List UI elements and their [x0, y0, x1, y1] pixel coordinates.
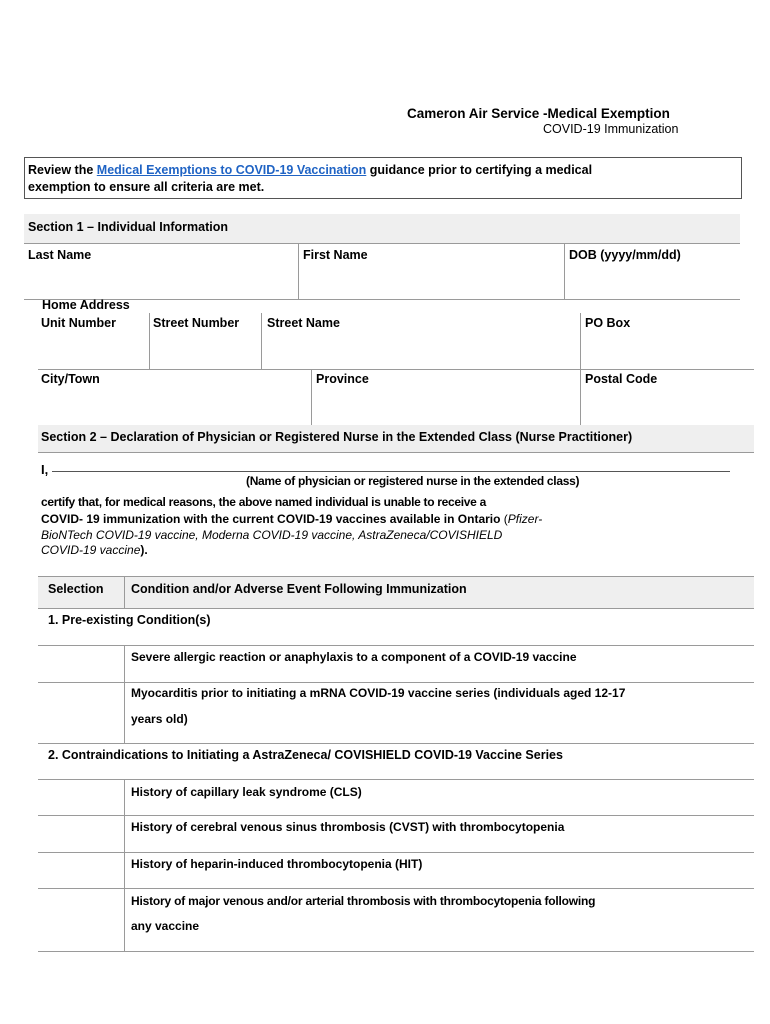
- po-box-field[interactable]: [582, 332, 754, 368]
- certify-line2-italic: Pfizer-: [507, 512, 543, 526]
- selection-cell[interactable]: [42, 856, 120, 884]
- divider: [298, 243, 299, 299]
- section2-title: Section 2 – Declaration of Physician or Registered Nurse in the Extended Class (Nurse Practitioner): [41, 430, 633, 444]
- condition-row: History of capillary leak syndrome (CLS): [131, 785, 362, 799]
- condition-row-cont: years old): [131, 712, 188, 726]
- certify-line4: [41, 543, 148, 557]
- i-label: I,: [41, 462, 49, 477]
- selection-cell[interactable]: [42, 783, 120, 811]
- certify-line4-italic: COVID-19 vaccine: [41, 543, 141, 557]
- divider: [149, 313, 150, 369]
- first-name-label: First Name: [303, 248, 368, 262]
- condition-row: History of heparin-induced thrombocytopenia (HIT): [131, 857, 423, 871]
- col-selection-header: Selection: [48, 582, 104, 596]
- city-label: City/Town: [41, 372, 100, 386]
- divider: [38, 743, 754, 744]
- selection-cell[interactable]: [42, 649, 120, 677]
- selection-cell[interactable]: [42, 892, 120, 944]
- divider: [38, 852, 754, 853]
- divider: [24, 243, 740, 244]
- certify-line3: BioNTech COVID-19 vaccine, Moderna COVID-19 vaccine, AstraZeneca/COVISHIELD: [41, 528, 503, 542]
- guidance-link[interactable]: Medical Exemptions to COVID-19 Vaccination: [96, 163, 367, 177]
- physician-name-field[interactable]: [52, 455, 730, 471]
- unit-number-label: Unit Number: [41, 316, 116, 330]
- condition-row: Severe allergic reaction or anaphylaxis to a component of a COVID-19 vaccine: [131, 650, 577, 664]
- divider: [38, 682, 754, 683]
- divider: [38, 452, 754, 453]
- first-name-field[interactable]: [300, 262, 562, 298]
- divider: [38, 779, 754, 780]
- divider: [580, 369, 581, 425]
- group2-heading: 2. Contraindications to Initiating a AstraZeneca/ COVISHIELD COVID-19 Vaccine Series: [48, 748, 563, 762]
- physician-name-line: [52, 471, 730, 472]
- dob-field[interactable]: [566, 262, 740, 298]
- postal-code-field[interactable]: [582, 388, 754, 424]
- certify-line4-close: ).: [140, 543, 148, 557]
- divider: [124, 645, 125, 743]
- condition-row: History of cerebral venous sinus thrombosis (CVST) with thrombocytopenia: [131, 820, 565, 834]
- street-number-label: Street Number: [153, 316, 240, 330]
- divider: [38, 888, 754, 889]
- group1-heading: 1. Pre-existing Condition(s): [48, 613, 211, 627]
- divider: [564, 243, 565, 299]
- certify-line2: [41, 512, 542, 526]
- col-condition-header: Condition and/or Adverse Event Following Immunization: [131, 582, 467, 596]
- unit-number-field[interactable]: [38, 332, 146, 368]
- selection-cell[interactable]: [42, 819, 120, 847]
- condition-row: Myocarditis prior to initiating a mRNA COVID-19 vaccine series (individuals aged 12-17: [131, 686, 626, 700]
- city-field[interactable]: [38, 388, 310, 424]
- last-name-label: Last Name: [28, 248, 92, 262]
- certify-line2-bold: COVID- 19 immunization with the current COVID-19 vaccines available in Ontario: [41, 512, 501, 526]
- section1-title: Section 1 – Individual Information: [28, 220, 229, 234]
- divider: [38, 369, 754, 370]
- intro-text-line2: exemption to ensure all criteria are met.: [28, 180, 265, 194]
- intro-text-after: guidance prior to certifying a medical: [366, 163, 593, 177]
- postal-code-label: Postal Code: [585, 372, 658, 386]
- divider: [24, 299, 740, 300]
- po-box-label: PO Box: [585, 316, 631, 330]
- province-field[interactable]: [314, 388, 578, 424]
- divider: [38, 645, 754, 646]
- physician-name-caption: (Name of physician or registered nurse in the extended class): [246, 474, 580, 488]
- divider: [311, 369, 312, 425]
- intro-text-before: Review the: [28, 163, 97, 177]
- condition-row: History of major venous and/or arterial thrombosis with thrombocytopenia following: [131, 894, 596, 908]
- divider: [261, 313, 262, 369]
- street-name-field[interactable]: [263, 332, 578, 368]
- street-number-field[interactable]: [151, 332, 259, 368]
- divider: [38, 815, 754, 816]
- page-title: Cameron Air Service -Medical Exemption: [407, 106, 670, 121]
- page-subtitle: COVID-19 Immunization: [543, 122, 679, 136]
- certify-line2-open: (: [500, 512, 508, 526]
- divider: [38, 951, 754, 952]
- divider: [124, 576, 125, 608]
- condition-row-cont: any vaccine: [131, 919, 200, 933]
- intro-text: [28, 163, 592, 177]
- street-name-label: Street Name: [267, 316, 340, 330]
- selection-cell[interactable]: [42, 686, 120, 738]
- last-name-field[interactable]: [24, 262, 296, 298]
- dob-label: DOB (yyyy/mm/dd): [569, 248, 681, 262]
- divider: [38, 608, 754, 609]
- divider: [580, 313, 581, 369]
- certify-line1: certify that, for medical reasons, the above named individual is unable to receive a: [41, 495, 486, 509]
- divider: [124, 779, 125, 951]
- province-label: Province: [316, 372, 369, 386]
- home-address-label: Home Address: [42, 298, 130, 312]
